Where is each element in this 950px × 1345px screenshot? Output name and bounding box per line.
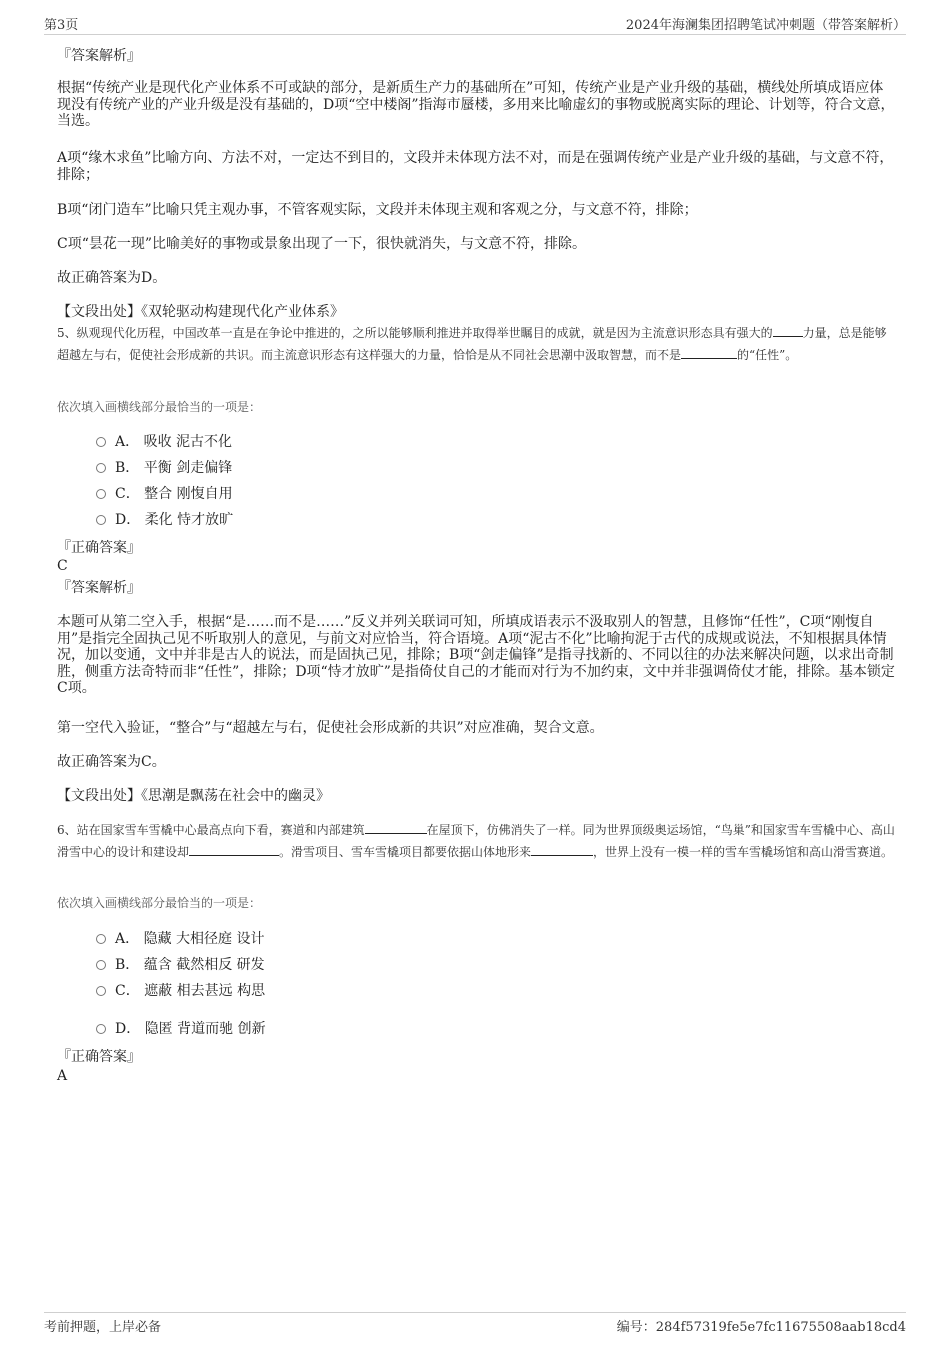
option-text: 隐匿 背道而驰 创新 (144, 1021, 266, 1037)
q6-option-d[interactable] (96, 1020, 266, 1038)
source-title: 《思潮是飘荡在社会中的幽灵》 (141, 788, 330, 804)
q5-source (57, 788, 897, 805)
q6-blank-2 (189, 843, 279, 856)
radio-icon[interactable] (96, 1024, 106, 1034)
radio-icon[interactable] (96, 437, 106, 447)
q6-option-b[interactable] (96, 956, 265, 974)
q5-option-c[interactable] (96, 485, 233, 503)
q5-stem-part-3: 的“任性”。 (737, 348, 798, 362)
q5-prompt: 依次填入画横线部分最恰当的一项是： (57, 400, 262, 414)
q6-stem (57, 819, 897, 863)
source-label: 【文段出处】 (57, 788, 141, 804)
radio-icon[interactable] (96, 463, 106, 473)
q6-correct-label: 『正确答案』 (57, 1049, 141, 1065)
q5-correct-label: 『正确答案』 (57, 540, 141, 556)
q4-analysis-label: 『答案解析』 (57, 48, 141, 64)
code-label: 编号： (616, 1320, 656, 1335)
option-letter: B． (115, 957, 140, 973)
page-footer (44, 1312, 906, 1335)
option-letter: B． (115, 460, 140, 476)
q5-option-d[interactable] (96, 511, 233, 529)
q5-option-b[interactable] (96, 459, 232, 477)
q5-stem-part-2: 力量，总是能够超越左与右，促使社会形成新的共识。而主流意识形态有这样强大的力量，恰恰是从不同社会思潮中汲取智慧，而不是 (57, 326, 887, 362)
option-text: 柔化 恃才放旷 (144, 512, 234, 528)
option-letter: C． (115, 983, 140, 999)
q5-blank-1 (773, 324, 803, 337)
q6-option-c[interactable] (96, 982, 265, 1000)
q5-option-a[interactable] (96, 433, 232, 451)
q4-analysis-paragraph-1: 根据“传统产业是现代化产业体系不可或缺的部分，是新质生产力的基础所在”可知，传统产业是产业升级的基础，横线处所填成语应体现没有传统产业的产业升级是没有基础的，D项“空中楼阁”指海市蜃楼，多用来比喻虚幻的事物或脱离实际的理论、计划等，符合文意，当选。 (57, 80, 895, 129)
option-letter: A． (115, 434, 140, 450)
radio-icon[interactable] (96, 515, 106, 525)
q5-analysis-paragraph-2: 第一空代入验证，“整合”与“超越左与右，促使社会形成新的共识”对应准确，契合文意。 (57, 720, 604, 736)
q5-correct-answer: C (57, 558, 68, 574)
source-label: 【文段出处】 (57, 304, 141, 320)
q5-analysis-label: 『答案解析』 (57, 580, 141, 596)
q6-stem-part-2: 在屋顶下，仿佛消失了一样。同为世界顶级奥运场馆，“鸟巢”和国家雪车雪橇中心、高山滑雪中心的设计和建设却 (57, 823, 895, 859)
q5-stem (57, 322, 897, 366)
q6-correct-answer: A (57, 1068, 68, 1084)
source-title: 《双轮驱动构建现代化产业体系》 (141, 304, 344, 320)
q6-stem-part-4: ，世界上没有一模一样的雪车雪橇场馆和高山滑雪赛道。 (593, 845, 894, 859)
document-title: 2024年海澜集团招聘笔试冲刺题（带答案解析） (625, 18, 906, 33)
option-letter: D． (115, 512, 141, 528)
q4-analysis-paragraph-4: C项“昙花一现”比喻美好的事物或景象出现了一下，很快就消失，与文意不符，排除。 (57, 236, 587, 252)
q6-blank-3 (531, 843, 593, 856)
q5-stem-part-1: 5、纵观现代化历程，中国改革一直是在争论中推进的，之所以能够顺利推进并取得举世瞩目的成就，就是因为主流意识形态具有强大的 (57, 326, 773, 340)
q4-answer-line: 故正确答案为D。 (57, 270, 167, 286)
option-text: 吸收 泥古不化 (143, 434, 233, 450)
code-value: 284f57319fe5e7fc11675508aab18cd4 (655, 1320, 906, 1335)
radio-icon[interactable] (96, 986, 106, 996)
page-header (44, 14, 906, 35)
q5-blank-2 (681, 346, 737, 359)
option-letter: C． (115, 486, 140, 502)
option-text: 平衡 剑走偏锋 (143, 460, 233, 476)
option-text: 整合 刚愎自用 (144, 486, 233, 502)
q6-option-a[interactable] (96, 930, 264, 948)
q6-prompt: 依次填入画横线部分最恰当的一项是： (57, 896, 262, 910)
q6-blank-1 (365, 821, 427, 834)
q4-source (57, 304, 897, 321)
option-text: 蕴含 截然相反 研发 (143, 957, 265, 973)
document-code (617, 1316, 906, 1335)
q6-stem-part-1: 6、站在国家雪车雪橇中心最高点向下看，赛道和内部建筑 (57, 823, 365, 837)
q5-analysis-paragraph-1: 本题可从第二空入手，根据“是……而不是……”反义并列关联词可知，所填成语表示不汲取别人的智慧，且修饰“任性”，C项“刚愎自用”是指完全固执己见不听取别人的意见，与前文对应恰当，符合语境。A项“泥古不化”比喻拘泥于古代的成规或说法，不知根据具体情况，加以变通，文中并非是古人的说法，而是固执己见，排除；B项“剑走偏锋”是指寻找新的、不同以往的办法来解决问题，以求出奇制胜，侧重方法奇特而非“任性”，排除；D项“恃才放旷”是指倚仗自己的才能而对行为不加约束，文中并非强调倚仗才能，排除。基本锁定C项。 (57, 614, 895, 696)
q4-analysis-paragraph-2: A项“缘木求鱼”比喻方向、方法不对，一定达不到目的，文段并未体现方法不对，而是在强调传统产业是产业升级的基础，与文意不符，排除； (57, 150, 894, 183)
footer-slogan: 考前押题，上岸必备 (44, 1320, 162, 1335)
radio-icon[interactable] (96, 934, 106, 944)
option-text: 隐藏 大相径庭 设计 (143, 931, 265, 947)
option-letter: D． (115, 1021, 141, 1037)
radio-icon[interactable] (96, 960, 106, 970)
q4-analysis-paragraph-3: B项“闭门造车”比喻只凭主观办事，不管客观实际，文段并未体现主观和客观之分，与文意不符，排除； (57, 202, 698, 218)
option-text: 遮蔽 相去甚远 构思 (144, 983, 266, 999)
q5-answer-line: 故正确答案为C。 (57, 754, 166, 770)
option-letter: A． (115, 931, 140, 947)
page-number: 第3页 (44, 18, 79, 33)
radio-icon[interactable] (96, 489, 106, 499)
q6-stem-part-3: 。滑雪项目、雪车雪橇项目都要依据山体地形来 (279, 845, 532, 859)
